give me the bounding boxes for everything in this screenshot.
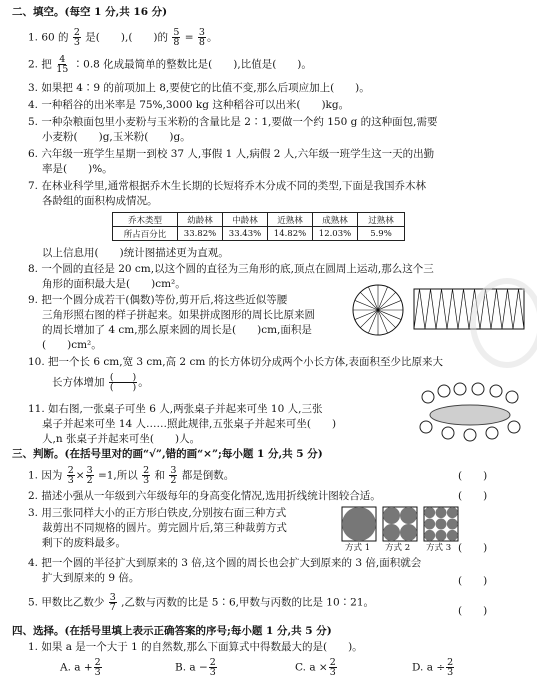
option-b[interactable]: B. a − $\frac{2}{3}$ xyxy=(175,657,216,678)
option-a[interactable]: A. a + $\frac{2}{3}$ xyxy=(60,657,101,678)
q4-1: 1. 如果 a 是一个大于 1 的自然数,那么下面算式中得数最大的是( )。 xyxy=(28,641,363,653)
q2-11b: 桌子并起来可坐 14 人……照此规律,五张桌子并起来可坐( ) xyxy=(42,418,337,430)
q2-5b: 小麦粉( )g,玉米粉( )g。 xyxy=(42,131,191,143)
table-cell: 5.9% xyxy=(358,227,405,241)
square-method-1-icon xyxy=(342,507,376,541)
table-cell: 所占百分比 xyxy=(113,227,178,241)
table-cell: 成熟林 xyxy=(313,213,358,227)
q2-2: 2. 把 $\frac{4}{15}$ ∶0.8 化成最简单的整数比是( ),比值是( )。 xyxy=(28,54,312,75)
option-c[interactable]: C. a × $\frac{2}{3}$ xyxy=(295,657,336,678)
answer-paren[interactable]: ( ) xyxy=(458,490,488,502)
q2-7a: 7. 在林业科学里,通常根据乔木生长期的长短将乔木分成不同的类型,下面是我国乔木林 xyxy=(28,180,427,192)
q3-4b: 扩大到原来的 9 倍。 xyxy=(42,572,140,584)
table-cell: 幼龄林 xyxy=(178,213,223,227)
q2-9a: 9. 把一个圆分成若干(偶数)等份,剪开后,将这些近似等腰 xyxy=(28,294,288,306)
q2-1: 1. 60 的 $\frac{2}{3}$ 是( ),( )的 $\frac{5}{8}$ = $\frac{3}{8}$ 。 xyxy=(28,27,218,48)
section3-title: 三、判断。(在括号里对的画“√”,错的画“×”;每小题 1 分,共 5 分) xyxy=(12,448,323,460)
q2-7c: 以上信息用( )统计图描述更为直观。 xyxy=(42,247,229,259)
watermark-seal xyxy=(470,278,537,368)
table-cell: 12.03% xyxy=(313,227,358,241)
section4-title: 四、选择。(在括号里填上表示正确答案的序号;每小题 1 分,共 5 分) xyxy=(12,625,332,637)
q3-3c: 剩下的废料最多。 xyxy=(42,537,126,549)
table-cell: 33.82% xyxy=(178,227,223,241)
q2-9c: 的周长增加了 4 cm,那么原来圆的周长是( )cm,面积是 xyxy=(42,324,312,336)
forest-table xyxy=(112,212,405,241)
q2-3: 3. 如果把 4∶9 的前项加上 8,要使它的比值不变,那么后项应加上( )。 xyxy=(28,82,370,94)
q2-11a: 11. 如右图,一张桌子可坐 6 人,两张桌子并起来可坐 10 人,三张 xyxy=(28,403,323,415)
q2-5a: 5. 一种杂粮面包里小麦粉与玉米粉的含量比是 2∶1,要做一个约 150 g 的这种面包,需要 xyxy=(28,116,438,128)
table-cell: 乔木类型 xyxy=(113,213,178,227)
section2-title: 二、填空。(每空 1 分,共 16 分) xyxy=(12,6,168,18)
q3-3a: 3. 用三张同样大小的正方形白铁皮,分别按右面三种方式 xyxy=(28,507,287,519)
answer-paren[interactable]: ( ) xyxy=(458,542,488,554)
table-cell: 14.82% xyxy=(268,227,313,241)
children-at-tables-image xyxy=(408,377,533,445)
q2-6b: 率是( )%。 xyxy=(42,163,113,175)
q2-9d: ( )cm²。 xyxy=(42,339,102,351)
square-method-3-icon xyxy=(424,507,458,541)
q2-11c: 人,n 张桌子并起来可坐( )人。 xyxy=(42,433,201,445)
table-cell: 33.43% xyxy=(223,227,268,241)
q3-3b: 裁剪出不同规格的圆片。剪完圆片后,第三种裁剪方式 xyxy=(42,522,287,534)
answer-paren[interactable]: ( ) xyxy=(458,470,488,482)
q2-9b: 三角形照右图的样子拼起来。如果拼成图形的周长比原来圆 xyxy=(42,309,315,321)
q2-6a: 6. 六年级一班学生星期一到校 37 人,事假 1 人,病假 2 人,六年级一班学生这一天的出勤 xyxy=(28,148,435,160)
q2-7b: 各龄组的面积构成情况。 xyxy=(42,195,158,207)
q3-1: 1. 因为 $\frac{2}{3}$ × $\frac{3}{2}$ =1,所以 $\frac{2}{3}$ 和 $\frac{3}{2}$ 都是倒数。 xyxy=(28,465,235,486)
q3-5: 5. 甲数比乙数少 $\frac{3}{7}$ ,乙数与丙数的比是 5∶6,甲数与丙数的比是 10∶21。 xyxy=(28,592,375,613)
way-label-2: 方式 2 xyxy=(385,543,411,553)
option-d[interactable]: D. a ÷ $\frac{2}{3}$ xyxy=(412,657,454,678)
q3-4a: 4. 把一个圆的半径扩大到原来的 3 倍,这个圆的周长也会扩大到原来的 3 倍,面积就会 xyxy=(28,557,422,569)
divided-circle-icon xyxy=(353,285,403,335)
way-label-1: 方式 1 xyxy=(345,543,371,553)
q2-8a: 8. 一个圆的直径是 20 cm,以这个圆的直径为三角形的底,顶点在圆周上运动,那么这个三 xyxy=(28,263,434,275)
table-cell: 近熟林 xyxy=(268,213,313,227)
cutting-methods-figure xyxy=(340,505,460,543)
table-header-row xyxy=(113,213,405,227)
table-cell: 中龄林 xyxy=(223,213,268,227)
square-method-2-icon xyxy=(383,507,417,541)
q3-2: 2. 描述小强从一年级到六年级每年的身高变化情况,选用折线统计图较合适。 xyxy=(28,490,381,502)
q2-8b: 角形的面积最大是( )cm²。 xyxy=(42,278,186,290)
answer-paren[interactable]: ( ) xyxy=(458,575,488,587)
q2-4: 4. 一种稻谷的出米率是 75%,3000 kg 这种稻谷可以出米( )kg。 xyxy=(28,99,350,111)
table-cell: 过熟林 xyxy=(358,213,405,227)
way-label-3: 方式 3 xyxy=(426,543,452,553)
answer-paren[interactable]: ( ) xyxy=(458,605,488,617)
q2-10a: 10. 把一个长 6 cm,宽 3 cm,高 2 cm 的长方体切分成两个小长方体,表面积至少比原来大 xyxy=(28,356,443,368)
table-row xyxy=(113,227,405,241)
q2-10b: 长方体增加 ( ) ( ) 。 xyxy=(52,372,149,393)
